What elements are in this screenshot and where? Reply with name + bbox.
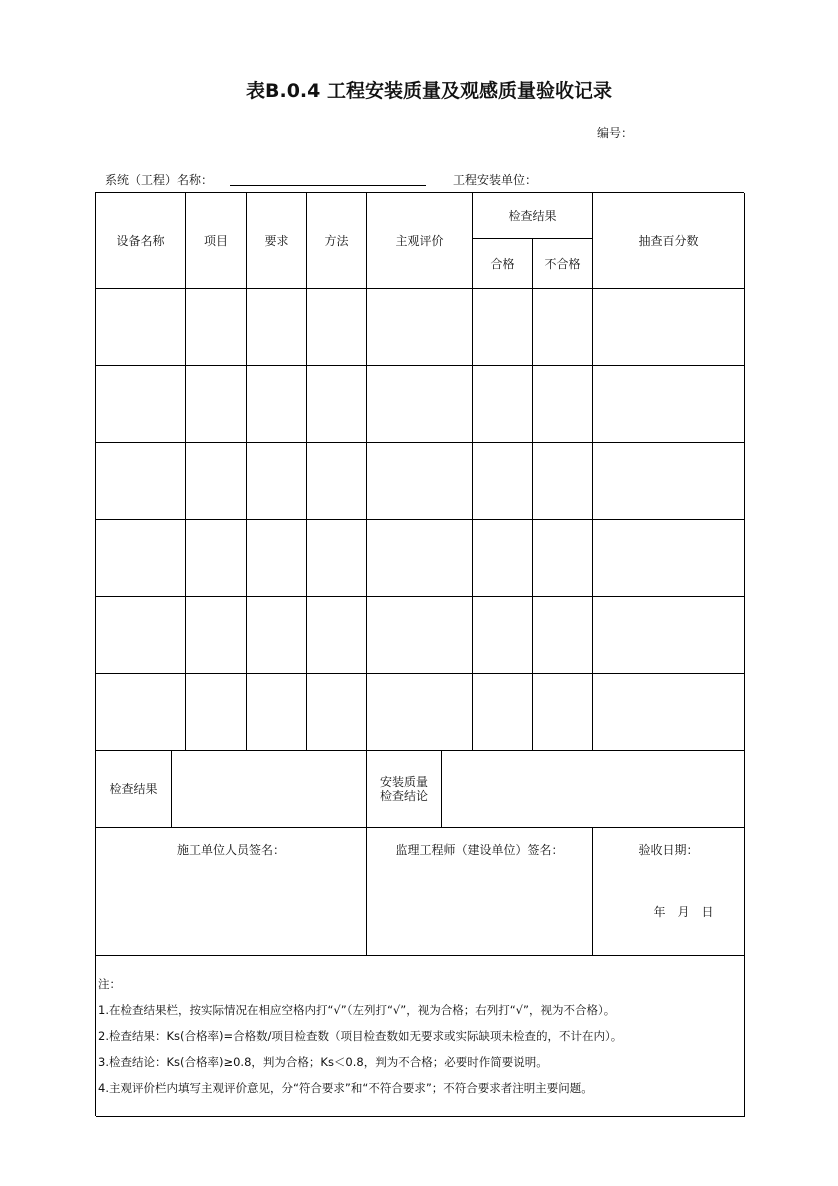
supervisor-signature-cell[interactable]	[367, 828, 593, 956]
cell-requirement[interactable]	[247, 674, 307, 751]
acceptance-date-cell[interactable]	[593, 828, 745, 956]
cell-device[interactable]	[96, 520, 186, 597]
cell-sampling[interactable]	[593, 443, 745, 520]
result-label: 检查结果	[96, 751, 172, 828]
result-field[interactable]	[172, 751, 367, 828]
cell-item[interactable]	[186, 520, 247, 597]
cell-device[interactable]	[96, 366, 186, 443]
header-requirement: 要求	[247, 193, 307, 289]
cell-method[interactable]	[307, 366, 367, 443]
cell-item[interactable]	[186, 674, 247, 751]
cell-fail[interactable]	[533, 597, 593, 674]
install-unit-label: 工程安装单位：	[453, 173, 538, 187]
cell-pass[interactable]	[473, 674, 533, 751]
conclusion-label: 安装质量检查结论	[367, 751, 442, 828]
header-check-result: 检查结果	[473, 193, 593, 239]
cell-method[interactable]	[307, 520, 367, 597]
notes-heading: 注：	[98, 977, 121, 991]
cell-device[interactable]	[96, 597, 186, 674]
cell-sampling[interactable]	[593, 289, 745, 366]
header-subjective: 主观评价	[367, 193, 473, 289]
cell-subjective[interactable]	[367, 674, 473, 751]
cell-pass[interactable]	[473, 520, 533, 597]
cell-requirement[interactable]	[247, 289, 307, 366]
record-table	[95, 192, 744, 1116]
supervisor-signature-label: 监理工程师（建设单位）签名：	[395, 843, 564, 857]
notes-section	[96, 956, 745, 1117]
cell-pass[interactable]	[473, 443, 533, 520]
cell-requirement[interactable]	[247, 597, 307, 674]
cell-requirement[interactable]	[247, 520, 307, 597]
note-item: 4.主观评价栏内填写主观评价意见，分“符合要求”和“不符合要求”；不符合要求者注明主要问题。	[98, 1081, 593, 1095]
cell-device[interactable]	[96, 443, 186, 520]
cell-fail[interactable]	[533, 366, 593, 443]
cell-subjective[interactable]	[367, 289, 473, 366]
contractor-signature-label: 施工单位人员签名：	[176, 843, 285, 857]
cell-sampling[interactable]	[593, 366, 745, 443]
header-pass: 合格	[473, 239, 533, 289]
cell-item[interactable]	[186, 597, 247, 674]
cell-method[interactable]	[307, 289, 367, 366]
cell-device[interactable]	[96, 289, 186, 366]
cell-subjective[interactable]	[367, 597, 473, 674]
note-item: 2.检查结果：Ks(合格率)=合格数/项目检查数（项目检查数如无要求或实际缺项未检查的，不计在内）。	[98, 1029, 623, 1043]
cell-pass[interactable]	[473, 366, 533, 443]
cell-requirement[interactable]	[247, 366, 307, 443]
date-format: 年 月 日	[653, 905, 714, 919]
header-sampling: 抽查百分数	[593, 193, 745, 289]
cell-fail[interactable]	[533, 289, 593, 366]
cell-fail[interactable]	[533, 443, 593, 520]
conclusion-field[interactable]	[442, 751, 745, 828]
header-method: 方法	[307, 193, 367, 289]
contractor-signature-cell[interactable]	[96, 828, 367, 956]
cell-sampling[interactable]	[593, 520, 745, 597]
cell-requirement[interactable]	[247, 443, 307, 520]
cell-pass[interactable]	[473, 597, 533, 674]
cell-fail[interactable]	[533, 674, 593, 751]
serial-number-label: 编号：	[597, 126, 634, 140]
cell-method[interactable]	[307, 443, 367, 520]
header-device: 设备名称	[96, 193, 186, 289]
cell-method[interactable]	[307, 597, 367, 674]
cell-subjective[interactable]	[367, 443, 473, 520]
cell-item[interactable]	[186, 443, 247, 520]
cell-method[interactable]	[307, 674, 367, 751]
cell-device[interactable]	[96, 674, 186, 751]
date-label: 验收日期：	[638, 843, 699, 857]
cell-item[interactable]	[186, 289, 247, 366]
cell-item[interactable]	[186, 366, 247, 443]
cell-subjective[interactable]	[367, 366, 473, 443]
cell-sampling[interactable]	[593, 674, 745, 751]
page-title: 表B.0.4 工程安装质量及观感质量验收记录	[246, 80, 612, 102]
system-name-field[interactable]	[230, 170, 426, 186]
system-name-label: 系统（工程）名称：	[105, 173, 214, 187]
note-item: 3.检查结论：Ks(合格率)≥0.8，判为合格；Ks＜0.8，判为不合格；必要时作简要说明。	[98, 1055, 548, 1069]
cell-sampling[interactable]	[593, 597, 745, 674]
cell-pass[interactable]	[473, 289, 533, 366]
cell-subjective[interactable]	[367, 520, 473, 597]
note-item: 1.在检查结果栏，按实际情况在相应空格内打“√”（左列打“√”，视为合格；右列打“√”，视为不合格）。	[98, 1003, 616, 1017]
cell-fail[interactable]	[533, 520, 593, 597]
header-fail: 不合格	[533, 239, 593, 289]
header-item: 项目	[186, 193, 247, 289]
